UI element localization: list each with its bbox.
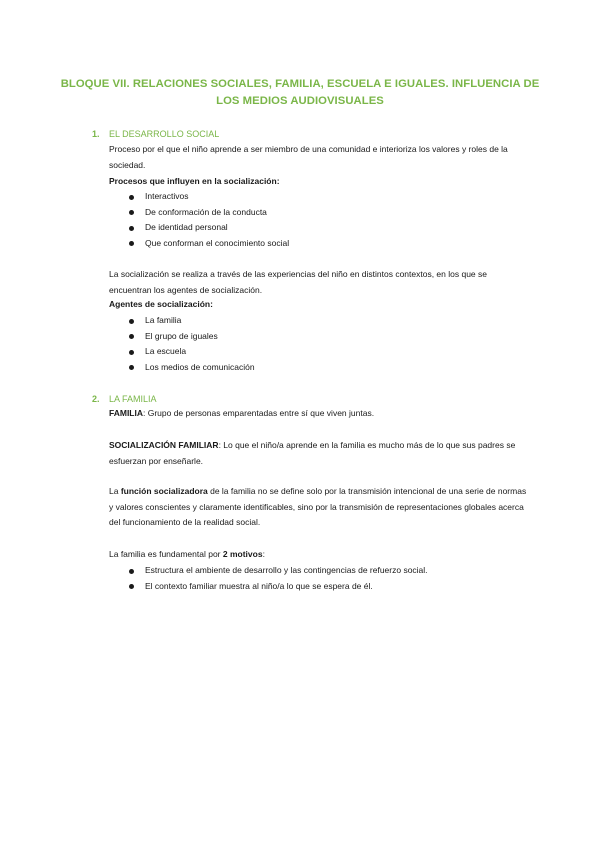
- processes-list: [127, 189, 289, 251]
- term: SOCIALIZACIÓN FAMILIAR: [109, 440, 219, 450]
- motives-label: La familia es fundamental por 2 motivos:: [109, 549, 265, 559]
- section-intro-paragraph: Proceso por el que el niño aprende a ser miembro de una comunidad e interioriza los valores y roles de la sociedad.: [109, 144, 508, 170]
- socializacion-familiar-definition: [109, 438, 529, 469]
- section-number: 2.: [92, 394, 100, 404]
- definition: : Lo que el niño/a aprende en la familia es mucho más de lo que sus padres se esfuerzan por enseñarle.: [109, 440, 516, 466]
- list-item: El grupo de iguales: [127, 329, 255, 345]
- list-item: El contexto familiar muestra al niño/a lo que se espera de él.: [127, 579, 428, 595]
- processes-label: Procesos que influyen en la socialización:: [109, 176, 280, 186]
- socialization-paragraph: La socialización se realiza a través de las experiencias del niño en distintos contextos, en los que se encuentran los agentes de socialización.: [109, 269, 487, 295]
- list-item: Interactivos: [127, 189, 289, 205]
- funcion-socializadora-paragraph: La función socializadora de la familia no se define solo por la transmisión intencional de una serie de normas y valores conscientes y claramente identificables, sino por la transmisión de representaciones globales acerca del funcionamiento de la realidad social.: [109, 486, 527, 527]
- list-item: La escuela: [127, 344, 255, 360]
- section-heading-familia: [92, 393, 157, 405]
- term: función socializadora: [120, 486, 208, 496]
- list-item: De conformación de la conducta: [127, 205, 289, 221]
- list-item: Estructura el ambiente de desarrollo y las contingencias de refuerzo social.: [127, 563, 428, 579]
- section-heading-desarrollo-social: [92, 128, 219, 140]
- section-title: EL DESARROLLO SOCIAL: [109, 129, 220, 139]
- definition: : Grupo de personas emparentadas entre sí que viven juntas.: [143, 408, 375, 418]
- familia-definition: [109, 406, 529, 422]
- section-title: LA FAMILIA: [109, 394, 157, 404]
- agents-list: [127, 313, 255, 375]
- agents-label: Agentes de socialización:: [109, 299, 213, 309]
- term: FAMILIA: [109, 408, 143, 418]
- document-title: BLOQUE VII. RELACIONES SOCIALES, FAMILIA, ESCUELA E IGUALES. INFLUENCIA DE LOS MEDIOS AUDIOVISUALES: [60, 78, 540, 107]
- section-number: 1.: [92, 129, 100, 139]
- list-item: De identidad personal: [127, 220, 289, 236]
- list-item: Los medios de comunicación: [127, 360, 255, 376]
- list-item: La familia: [127, 313, 255, 329]
- motives-list: [127, 563, 428, 594]
- list-item: Que conforman el conocimiento social: [127, 236, 289, 252]
